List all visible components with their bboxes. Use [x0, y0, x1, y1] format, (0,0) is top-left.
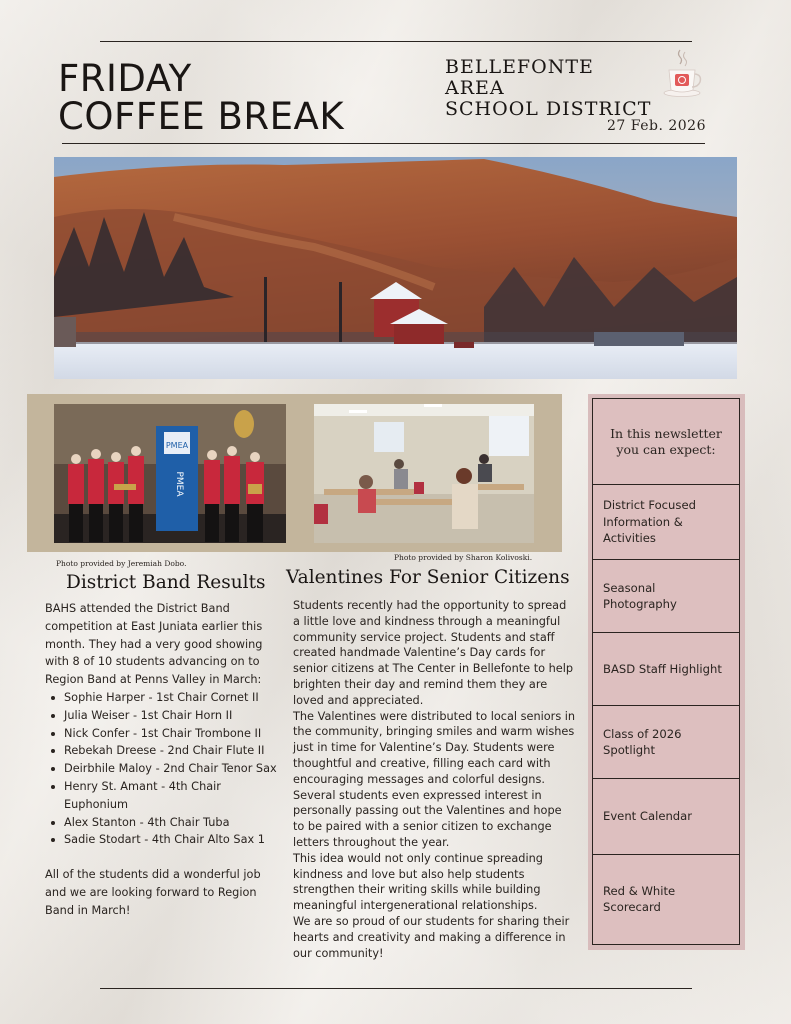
valentines-photo [314, 404, 534, 543]
toc-item-district-info[interactable]: District Focused Information & Activities [593, 485, 739, 560]
list-item: Julia Weiser - 1st Chair Horn II [45, 707, 280, 725]
band-article [45, 600, 280, 920]
valentines-paragraph-3: This idea would not only continue spreading kindness and love but also help students strengthen their writing skills while building meaningful intergenerational relationships. [293, 851, 543, 913]
list-item: Alex Stanton - 4th Chair Tuba [45, 814, 280, 832]
valentines-photo-credit: Photo provided by Sharon Kolivoski. [394, 553, 533, 562]
valentines-article [293, 598, 576, 961]
district-line-2: SCHOOL DISTRICT [445, 98, 652, 120]
list-item: Nick Confer - 1st Chair Trombone II [45, 725, 280, 743]
toc-item-seasonal-photography[interactable]: Seasonal Photography [593, 560, 739, 633]
toc-item-staff-highlight[interactable]: BASD Staff Highlight [593, 633, 739, 706]
coffee-cup-icon [661, 46, 703, 98]
band-intro: BAHS attended the District Band competition at East Juniata earlier this month. They had a very good showing with 8 of 10 students advancing on to Region Band at Penns Valley in March: [45, 602, 263, 687]
toc-sidebar [592, 398, 740, 945]
toc-item-event-calendar[interactable]: Event Calendar [593, 779, 739, 855]
list-item: Sadie Stodart - 4th Chair Alto Sax 1 [45, 831, 280, 849]
top-rule [100, 41, 692, 42]
district-line-1: BELLEFONTE AREA [445, 56, 594, 99]
toc-heading: In this newsletter you can expect: [593, 399, 739, 485]
list-item: Deirbhile Maloy - 2nd Chair Tenor Sax [45, 760, 280, 778]
title-line-1: FRIDAY [58, 57, 192, 100]
valentines-paragraph-2: The Valentines were distributed to local seniors in the community, bringing smiles and warm wishes just in time for Valentine’s Day. Students were thoughtful and creative, filling each card with encouraging messages and colorful designs. Several students even expressed interest in personally passing out the Valentines and hope to be paired with a senior citizen to exchange letters throughout the year. [293, 709, 576, 849]
list-item: Rebekah Dreese - 2nd Chair Flute II [45, 742, 280, 760]
issue-date: 27 Feb. 2026 [607, 118, 706, 134]
band-photo-credit: Photo provided by Jeremiah Dobo. [56, 559, 187, 568]
band-closing: All of the students did a wonderful job and we are looking forward to Region Band in March! [45, 868, 261, 917]
band-photo [54, 404, 286, 543]
title-line-2: COFFEE BREAK [58, 95, 345, 138]
list-item: Sophie Harper - 1st Chair Cornet II [45, 689, 280, 707]
valentines-heading: Valentines For Senior Citizens [286, 567, 570, 588]
list-item: Henry St. Amant - 4th Chair Euphonium [45, 778, 235, 814]
hero-photo [54, 157, 737, 379]
valentines-paragraph-4: We are so proud of our students for sharing their hearts and creativity and making a difference in our community! [293, 914, 570, 960]
toc-item-class-spotlight[interactable]: Class of 2026 Spotlight [593, 706, 739, 779]
toc-item-scorecard[interactable]: Red & White Scorecard [603, 883, 676, 914]
bottom-rule [100, 988, 692, 989]
header-rule [62, 143, 705, 144]
district-name [445, 57, 660, 120]
newsletter-title [58, 57, 345, 138]
banner-text-top: PMEA [165, 441, 189, 450]
banner-text-side: PMEA [174, 471, 184, 497]
band-heading: District Band Results [66, 572, 266, 593]
band-student-list [45, 689, 280, 849]
valentines-paragraph-1: Students recently had the opportunity to spread a little love and kindness through a meaningful community service project. Students and staff created handmade Valentine’s Day cards for senior citizens at The Center in Bellefonte to help brighten their day and remind them they are loved and appreciated. [293, 599, 574, 707]
